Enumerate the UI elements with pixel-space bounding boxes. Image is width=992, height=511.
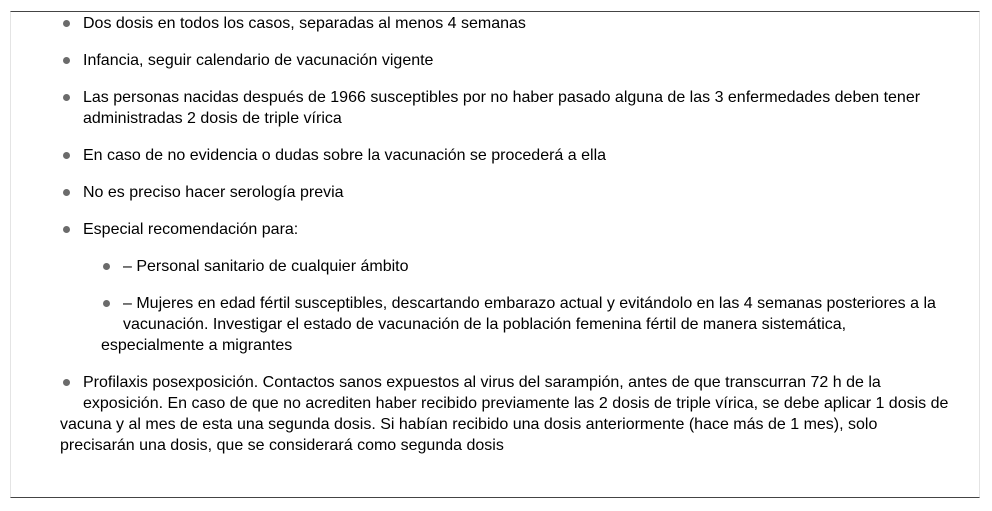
sub-list-item — [100, 256, 960, 277]
sub-list-item-text: – Mujeres en edad fértil susceptibles, descartando embarazo actual y evitándolo en las 4 semanas posteriores a la — [123, 295, 936, 312]
list-item-text: Dos dosis en todos los casos, separadas al menos 4 semanas — [83, 15, 526, 32]
bullet-icon — [103, 263, 110, 270]
bullet-icon — [63, 379, 70, 386]
bullet-icon — [63, 57, 70, 64]
list-item-text: Infancia, seguir calendario de vacunación vigente — [83, 52, 434, 69]
sub-list-item — [100, 293, 960, 356]
list-item-text: vacuna y al mes de esta una segunda dosis. Si habían recibido una dosis anteriormente (hace más de 1 mes), solo — [60, 416, 878, 433]
list-item-text: precisarán una dosis, que se considerará como segunda dosis — [60, 437, 504, 454]
list-item — [60, 145, 960, 166]
sub-list-item-text: – Personal sanitario de cualquier ámbito — [123, 258, 409, 275]
list-item-text: Especial recomendación para: — [83, 221, 299, 238]
list-item — [60, 372, 960, 456]
sub-list-item-text: vacunación. Investigar el estado de vacunación de la población femenina fértil de manera sistemática, — [123, 316, 847, 333]
list-item-text: No es preciso hacer serología previa — [83, 184, 344, 201]
list-item-text: Las personas nacidas después de 1966 susceptibles por no haber pasado alguna de las 3 enfermedades deben tener — [83, 89, 921, 106]
bullet-icon — [103, 300, 110, 307]
list-item — [60, 87, 960, 129]
list-item — [60, 50, 960, 71]
list-item — [60, 13, 960, 34]
bullet-icon — [63, 20, 70, 27]
list-item — [60, 182, 960, 203]
list-item — [60, 219, 960, 240]
list-item-text: exposición. En caso de que no acrediten haber recibido previamente las 2 dosis de triple vírica, se debe aplicar 1 dosis de — [83, 395, 949, 412]
list-item-text: administradas 2 dosis de triple vírica — [83, 110, 342, 127]
list-item-text: En caso de no evidencia o dudas sobre la vacunación se procederá a ella — [83, 147, 607, 164]
list-item-text: Profilaxis posexposición. Contactos sanos expuestos al virus del sarampión, antes de que transcurran 72 h de la — [83, 374, 881, 391]
bullet-icon — [63, 189, 70, 196]
bullet-icon — [63, 152, 70, 159]
bullet-icon — [63, 226, 70, 233]
sub-list-item-text: especialmente a migrantes — [101, 337, 293, 354]
bullet-icon — [63, 94, 70, 101]
